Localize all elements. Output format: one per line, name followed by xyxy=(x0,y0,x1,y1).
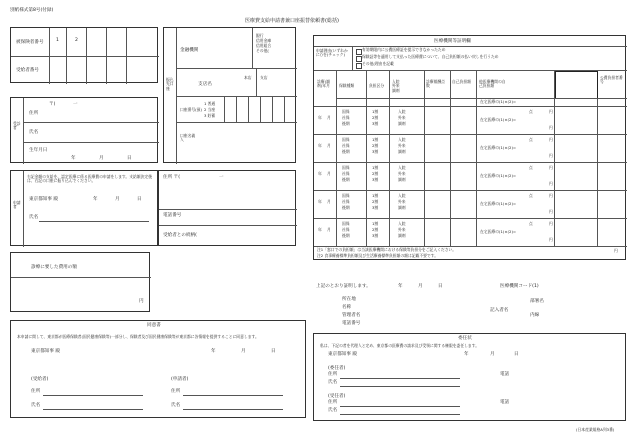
row-ratio: 2割 xyxy=(372,199,379,204)
cert-phone-label: 電話番号 xyxy=(342,321,361,326)
row-ratio: 2割 xyxy=(372,115,379,120)
row-insurance-type: 社保 xyxy=(342,143,350,148)
institution-code-label: 医療機関コード(1) xyxy=(500,284,539,289)
delegation-title: 委任状 xyxy=(458,336,472,341)
bank-type-bank: 銀行 xyxy=(256,33,264,38)
proxy-label: (受任者) xyxy=(328,394,346,399)
row-visit: 入院 xyxy=(398,221,406,226)
patient-zip-dash: 一 xyxy=(73,102,78,107)
row-insurance-type: 国保 xyxy=(342,109,350,114)
delegation-box xyxy=(313,333,626,421)
consent-address-label: 住所 xyxy=(31,389,41,394)
row-insurance-type: 後期 xyxy=(342,205,350,210)
delegation-body: 私は、下記の者を代理人と定め、東京都の医療費の請求及び受領に関する権限を委任します。 xyxy=(320,343,480,348)
row-insurance-type: 国保 xyxy=(342,193,350,198)
col-date: 診療(調剤)年月 xyxy=(317,79,330,89)
col-total: 診療報酬点数 xyxy=(426,79,445,89)
row-points-unit: 点 xyxy=(529,109,533,114)
row-formula: 在宅医療の(1)×(2)= xyxy=(480,145,517,150)
account-type-toza: 2 当座 xyxy=(204,107,216,112)
row-visit: 外来 xyxy=(398,199,406,204)
applicant-zip-dash: 一 xyxy=(219,175,224,180)
row-yen-unit: 円 xyxy=(549,165,553,170)
row-year: 年 xyxy=(318,143,322,148)
diag-label: 診療に要した費用の額 xyxy=(31,265,77,270)
medical-cert-table xyxy=(313,35,626,260)
row-yen-unit: 円 xyxy=(549,237,553,242)
diag-unit: 円 xyxy=(139,299,144,304)
patient-name-label: 氏名 xyxy=(29,130,39,135)
applicant-note: 右記金額の支給を、認定医療に係る医療費の申請をします。支給額決定後は、右記の口座に振り込んでください。 xyxy=(27,174,152,184)
total-unit: 円 xyxy=(614,248,618,253)
row-points-unit: 点 xyxy=(529,137,533,142)
recipient-number-label: 受給者番号 xyxy=(16,68,39,73)
row-insurance-type: 社保 xyxy=(342,199,350,204)
birth-unit-year: 年 xyxy=(71,156,76,161)
reason-option-1: 有効期限内に公費医療証を提示できなかったため xyxy=(362,47,446,52)
proxy-phone-label: 電話 xyxy=(500,400,510,405)
row-ratio: 1割 xyxy=(372,165,379,170)
row-insurance-type: 社保 xyxy=(342,227,350,232)
cert-manager-label: 管理者名 xyxy=(342,313,361,318)
row-ratio: 2割 xyxy=(372,171,379,176)
row-insurance-type: 後期 xyxy=(342,149,350,154)
row-visit: 外来 xyxy=(398,171,406,176)
row-insurance-type: 国保 xyxy=(342,221,350,226)
row-formula: 在宅医療の(1)×(2)= xyxy=(480,201,517,206)
cert-name-label: 名称 xyxy=(342,305,352,310)
applicant-phone-label: 電話番号 xyxy=(163,213,182,218)
insured-box xyxy=(10,27,158,83)
row-ratio: 3割 xyxy=(372,149,379,154)
footnote-1: 注1「窓口での負担額」は当該医療機関における保険等負担分をご記入ください。 xyxy=(317,247,457,252)
row-separator xyxy=(314,190,627,191)
row-month: 月 xyxy=(327,171,331,176)
row-month: 月 xyxy=(327,227,331,232)
delegation-date-year: 年 xyxy=(464,352,469,357)
row-year: 年 xyxy=(318,171,322,176)
row-year: 年 xyxy=(318,227,322,232)
insured-digit-1: 1 xyxy=(56,38,59,43)
cert-contact-label: 内線 xyxy=(530,313,540,318)
row-yen-unit: 円 xyxy=(549,125,553,130)
form-number: 別紙様式第8号(付録) xyxy=(10,8,54,13)
row-formula-header: 在宅医療の(1)×(2)= xyxy=(480,99,517,104)
delegator-name-label: 氏名 xyxy=(328,380,338,385)
row-insurance-type: 社保 xyxy=(342,115,350,120)
cert-dept-label: 部署名 xyxy=(530,299,544,304)
row-formula: 在宅医療の(1)×(2)= xyxy=(480,229,517,234)
applicant-section-label: 申請者 xyxy=(13,200,21,210)
applicant-date-month: 月 xyxy=(115,197,120,202)
cert-date-year: 年 xyxy=(398,284,403,289)
consent-title: 同意書 xyxy=(147,323,161,328)
row-yen-unit: 円 xyxy=(549,209,553,214)
row-month: 月 xyxy=(327,199,331,204)
proxy-name-label: 氏名 xyxy=(328,408,338,413)
bank-branch-type-shiten: 支店 xyxy=(260,75,268,80)
patient-zip: 〒( xyxy=(49,102,56,107)
consent-name2-label: 氏名 xyxy=(171,403,181,408)
row-visit: 入院 xyxy=(398,165,406,170)
row-yen-unit: 円 xyxy=(549,109,553,114)
consent-date-day: 日 xyxy=(271,349,276,354)
cert-statement: 上記のとおり証明します。 xyxy=(316,284,371,289)
bank-institution-label: 金融機関 xyxy=(180,48,199,53)
consent-applicant2-label: (申請者) xyxy=(171,377,189,382)
reason-option-2: 保険証等を適用して支払った医療費について、自己負担額の払い戻しを行うため xyxy=(362,54,499,59)
row-ratio: 1割 xyxy=(372,109,379,114)
delegation-date-day: 日 xyxy=(514,352,519,357)
row-insurance-type: 国保 xyxy=(342,137,350,142)
row-ratio: 1割 xyxy=(372,193,379,198)
row-separator xyxy=(314,134,627,135)
row-year: 年 xyxy=(318,199,322,204)
patient-box xyxy=(10,97,158,163)
patient-address-label: 住所 xyxy=(29,111,39,116)
row-points-unit: 点 xyxy=(529,221,533,226)
paper-size-note: (日本産業規格A列3番) xyxy=(576,427,615,432)
diag-box xyxy=(10,252,150,312)
row-visit: 外来 xyxy=(398,143,406,148)
row-yen-unit: 円 xyxy=(549,153,553,158)
row-ratio: 2割 xyxy=(372,227,379,232)
table-section-title: 医療機関等証明欄 xyxy=(434,39,471,44)
birth-unit-month: 月 xyxy=(99,156,104,161)
row-separator xyxy=(314,218,627,219)
consent-body: 本申請に関して、東京都が医療保険者(国民健康保険等)一部分し、保険者及び国民健康保険等が東京都に各情報を提供することに同意します。 xyxy=(17,334,259,339)
bank-section-label: 振込先口座 xyxy=(166,77,174,91)
col-insurance: 保険種類 xyxy=(339,83,355,88)
delegation-date-month: 月 xyxy=(490,352,495,357)
consent-applicant-label: (受給者) xyxy=(31,377,49,382)
row-visit: 調剤 xyxy=(398,149,406,154)
cert-date-day: 日 xyxy=(438,284,443,289)
consent-address2-label: 住所 xyxy=(171,389,181,394)
reason-option-3: その他(理由を記載 xyxy=(362,61,394,66)
row-yen-unit: 円 xyxy=(549,181,553,186)
applicant-ext-box xyxy=(158,170,296,246)
delegator-phone-label: 電話 xyxy=(500,372,510,377)
row-ratio: 2割 xyxy=(372,143,379,148)
row-visit: 入院 xyxy=(398,109,406,114)
bank-branch-type-honten: 本店 xyxy=(244,75,252,80)
row-points-unit: 点 xyxy=(529,193,533,198)
row-ratio: 3割 xyxy=(372,205,379,210)
row-insurance-type: 後期 xyxy=(342,177,350,182)
bank-account-label: 口座番号(預) xyxy=(180,107,202,112)
consent-box xyxy=(10,320,306,418)
proxy-address-label: 住所 xyxy=(328,400,338,405)
cert-writer-label: 記入者名 xyxy=(490,308,509,313)
insured-digit-2: 2 xyxy=(75,38,78,43)
bank-type-other: その他( xyxy=(256,48,269,53)
applicant-governor: 東京都知事 殿 xyxy=(29,197,59,202)
row-visit: 調剤 xyxy=(398,121,406,126)
delegation-governor: 東京都知事 殿 xyxy=(328,352,358,357)
bank-holder-label: 口座名義人 xyxy=(180,133,196,143)
row-formula: 在宅医療の(1)×(2)= xyxy=(480,117,517,122)
row-ratio: 3割 xyxy=(372,121,379,126)
col-days: 入院外来調剤 xyxy=(392,79,400,93)
row-formula: 在宅医療の(1)×(2)= xyxy=(480,173,517,178)
col-other: 他医療機関の自己負担額 xyxy=(479,79,506,89)
row-visit: 入院 xyxy=(398,193,406,198)
row-insurance-type: 後期 xyxy=(342,233,350,238)
row-month: 月 xyxy=(327,143,331,148)
bank-type-shinkin: 信用金庫 xyxy=(256,38,272,43)
consent-name-label: 氏名 xyxy=(31,403,41,408)
col-ratio: 負担区分 xyxy=(369,83,385,88)
col-self-pay: 自己負担額 xyxy=(452,79,471,84)
consent-date-year: 年 xyxy=(211,349,216,354)
row-insurance-type: 国保 xyxy=(342,165,350,170)
row-month: 月 xyxy=(327,115,331,120)
account-type-chochiku: 3 貯蓄 xyxy=(204,113,216,118)
row-ratio: 3割 xyxy=(372,177,379,182)
row-year: 年 xyxy=(318,115,322,120)
checkbox-intro: 申請理由(いずれかに○を)チェック) xyxy=(316,48,348,58)
applicant-name-label: 氏名 xyxy=(29,215,39,220)
row-visit: 入院 xyxy=(398,137,406,142)
row-yen-unit: 円 xyxy=(549,221,553,226)
cert-date-month: 月 xyxy=(418,284,423,289)
col-note: 公費負担者番号 xyxy=(600,75,623,85)
row-points-unit: 点 xyxy=(529,165,533,170)
delegator-address-label: 住所 xyxy=(328,372,338,377)
row-yen-unit: 円 xyxy=(549,193,553,198)
applicant-date-day: 日 xyxy=(137,197,142,202)
highlight-column xyxy=(555,71,598,99)
applicant-date-year: 年 xyxy=(93,197,98,202)
patient-birth-label: 生年月日 xyxy=(29,148,48,153)
row-ratio: 1割 xyxy=(372,137,379,142)
row-visit: 調剤 xyxy=(398,233,406,238)
cert-address-label: 所在地 xyxy=(342,297,356,302)
row-ratio: 1割 xyxy=(372,221,379,226)
bank-box xyxy=(163,27,296,163)
patient-section-label: 受診者 xyxy=(13,121,21,131)
birth-unit-day: 日 xyxy=(127,156,132,161)
row-visit: 外来 xyxy=(398,115,406,120)
row-visit: 外来 xyxy=(398,227,406,232)
row-ratio: 3割 xyxy=(372,233,379,238)
applicant-zip-label: 住所 〒( xyxy=(163,175,181,180)
row-visit: 調剤 xyxy=(398,205,406,210)
applicant-box xyxy=(10,170,158,246)
applicant-relation-label: 受給者との続柄( xyxy=(163,233,197,238)
bank-type-kumiai: 信用組合 xyxy=(256,43,272,48)
row-insurance-type: 社保 xyxy=(342,171,350,176)
footnote-2: 注2 食事療養標準負担額及び生活療養標準負担額の額は記載不要です。 xyxy=(317,253,439,258)
row-visit: 調剤 xyxy=(398,177,406,182)
consent-governor: 東京都知事 殿 xyxy=(31,349,61,354)
form-title: 医療費支給申請書兼口座振替依頼書(総括) xyxy=(245,18,339,24)
account-type-futsu: 1 普通 xyxy=(204,101,216,106)
row-yen-unit: 円 xyxy=(549,137,553,142)
row-separator xyxy=(314,162,627,163)
row-insurance-type: 後期 xyxy=(342,121,350,126)
bank-branch-label: 支店名 xyxy=(198,82,212,87)
delegator-label: (委任者) xyxy=(328,366,346,371)
consent-date-month: 月 xyxy=(241,349,246,354)
insured-number-label: 被保険者番号 xyxy=(16,40,44,45)
